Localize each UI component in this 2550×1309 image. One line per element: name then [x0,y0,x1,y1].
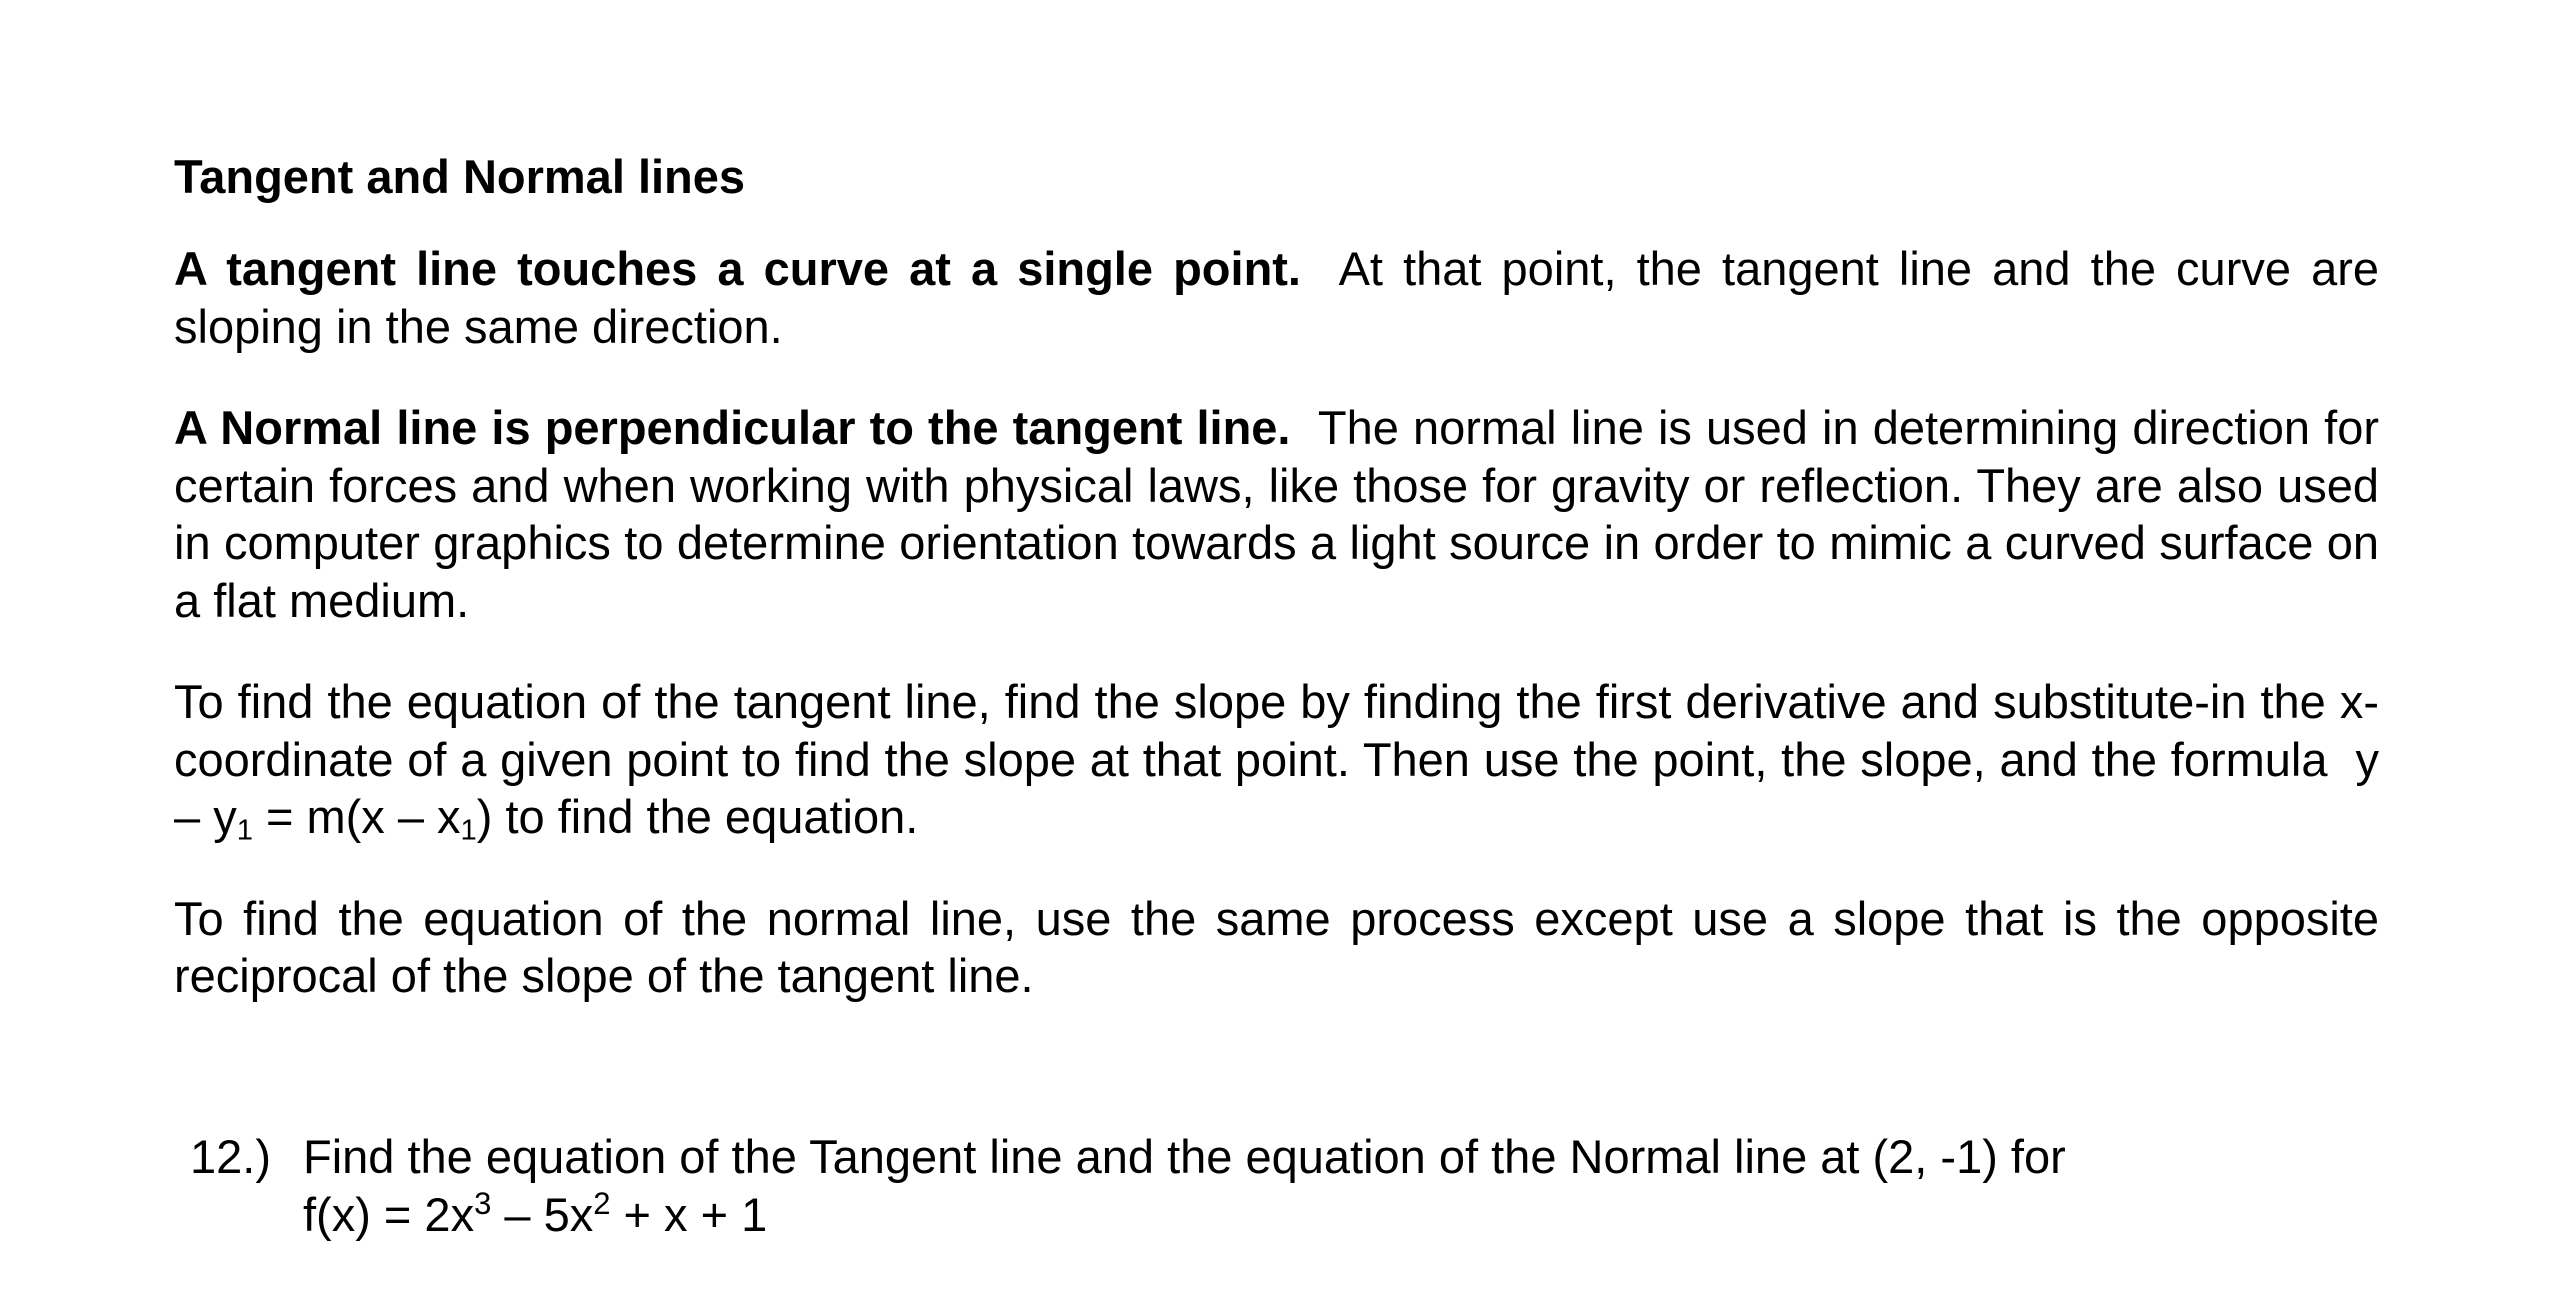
problem-number: 12.) [190,1130,271,1183]
problem-function [190,1186,2066,1244]
problem-statement [190,1128,2066,1186]
tangent-method-paragraph [174,673,2379,846]
function-part-c: + x + 1 [610,1187,768,1241]
function-part-b: – 5x [491,1187,594,1241]
tangent-method-tail: to find the equation. [492,790,919,843]
formula-subscript-2: 1 [460,814,477,847]
function-exponent-2: 2 [593,1185,611,1221]
document-page [174,148,2379,1049]
tangent-paragraph [174,240,2379,355]
normal-paragraph [174,399,2379,629]
tangent-method-text: To find the equation of the tangent line, find the slope by finding the first derivative and substitute-in the x-coordinate of a given point to find the slope at that point. Then use the point, the slope, and the formula [174,675,2379,786]
normal-method-paragraph: To find the equation of the normal line, use the same process except use a slope that is the opposite reciprocal of the slope of the tangent line. [174,891,2379,1002]
formula-subscript-1: 1 [236,814,253,847]
function-exponent-3: 3 [474,1185,492,1221]
tangent-definition: A tangent line touches a curve at a single point. [174,242,1301,295]
page-title: Tangent and Normal lines [174,150,746,203]
formula-part-c: ) [476,790,493,843]
normal-definition: A Normal line is perpendicular to the tangent line. [174,401,1291,454]
problem-text: Find the equation of the Tangent line and the equation of the Normal line at (2, -1) for [303,1130,2066,1183]
formula-part-a: y – y [174,732,2379,843]
problem-12 [190,1128,2066,1243]
function-part-a: f(x) = 2x [303,1187,475,1241]
normal-explanation: The normal line is used in determining direction for certain forces and when working with physical laws, like those for gravity or reflection. They are also used in computer graphics to determine orientation towards a light source in order to mimic a curved surface on a flat medium. [174,401,2379,627]
formula-part-b: = m(x – x [252,790,461,843]
tangent-explanation: At that point, the tangent line and the curve are sloping in the same direction. [174,242,2379,353]
